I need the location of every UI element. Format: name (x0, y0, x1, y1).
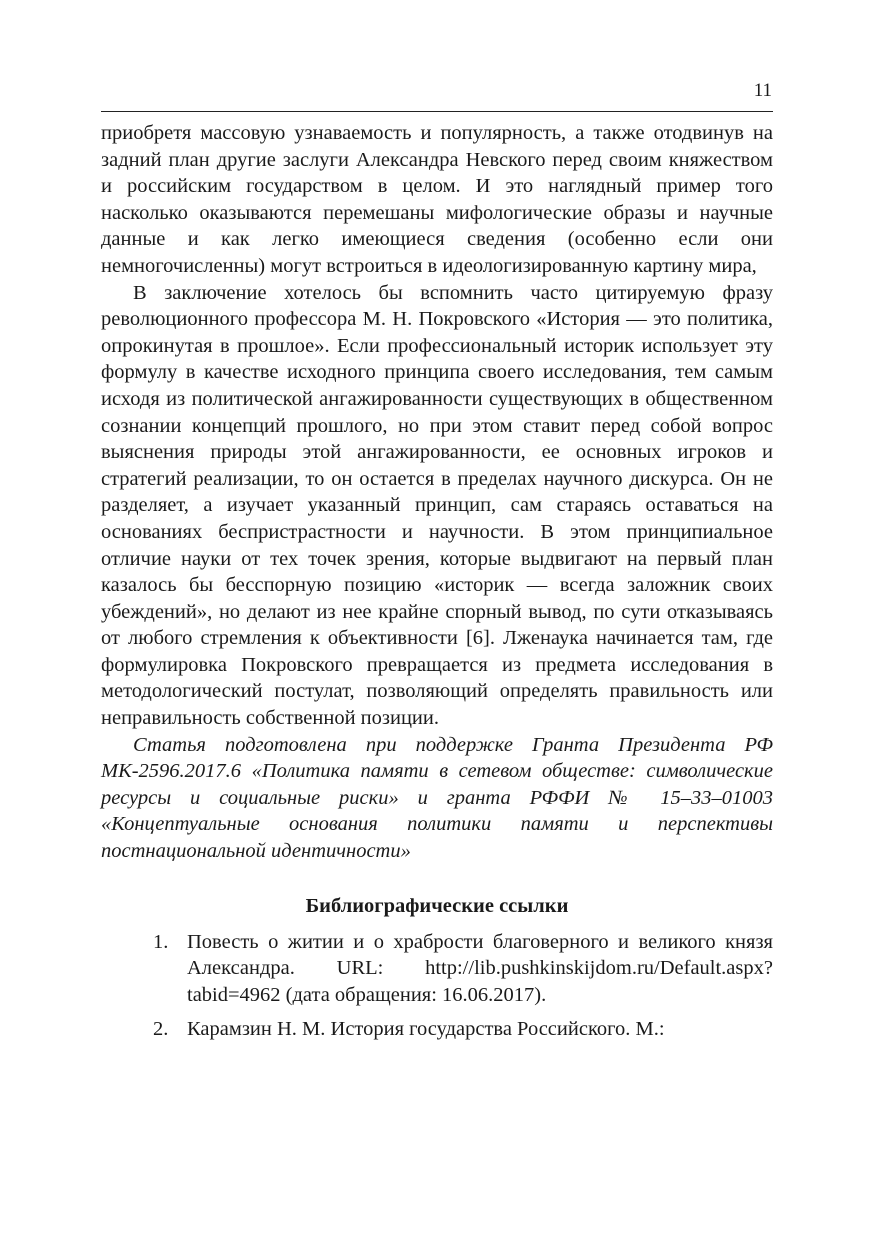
bibliography-item-number: 2. (153, 1018, 169, 1041)
bibliography-heading: Библиографические ссылки (305, 894, 569, 917)
bibliography-list (101, 929, 773, 1043)
page-number: 11 (753, 80, 772, 101)
body-paragraph: В заключение хотелось бы вспомнить часто цитируемую фразу революционного профессора М. Н. Покровского «История — это политика, опрокинутая в прошлое». Если профессиональный историк использует эту формулу в качестве исходного принципа своего исследования, тем самым исходя из политической ангажированности существующих в общественном сознании концепций прошлого, но при этом ставит перед собой вопрос выяснения природы этой ангажированности, ее основных игроков и стратегий реализации, то он остается в пределах научного дискурса. Он не разделяет, а изучает указанный принцип, сам стараясь оставаться на основаниях беспристрастности и научности. В этом принципиальное отличие науки от тех точек зрения, которые выдвигают на первый план казалось бы бесспорную позицию «историк — всегда заложник своих убеждений», но делают из нее крайне спорный вывод, по сути отказываясь от любого стремления к объективности [6]. Лженаука начинается там, где формулировка Покровского превращается из предмета исследования в методологический постулат, позволяющий определять правильность или неправильность собственной позиции. (101, 281, 773, 730)
bibliography-item-text: Повесть о житии и о храбрости благоверного и великого князя Александра. URL: http://lib.pushkinskijdom.ru/Default.aspx?tabid=4962 (дата обращения: 16.06.2017). (187, 930, 773, 1006)
bibliography-item-number: 1. (153, 930, 169, 953)
page-body (101, 120, 773, 1051)
bibliography-item-text: Карамзин Н. М. История государства Российского. М.: (187, 1018, 665, 1041)
header-rule (101, 111, 773, 112)
bibliography-item (101, 929, 773, 1009)
bibliography-item (101, 1016, 773, 1043)
acknowledgement-paragraph: Статья подготовлена при поддержке Гранта Президента РФ МК-2596.2017.6 «Политика памяти в сетевом обществе: символические ресурсы и социальные риски» и гранта РФФИ № 15–33–01003 «Концептуальные основания политики памяти и перспективы постнациональной идентичности» (101, 733, 773, 863)
body-paragraph: приобретя массовую узнаваемость и популярность, а также отодвинув на задний план другие заслуги Александра Невского перед своим княжеством и российским государством в целом. И это наглядный пример того насколько оказываются перемешаны мифологические образы и научные данные и как легко имеющиеся сведения (особенно если они немногочисленны) могут встроиться в идеологизированную картину мира, (101, 122, 773, 277)
